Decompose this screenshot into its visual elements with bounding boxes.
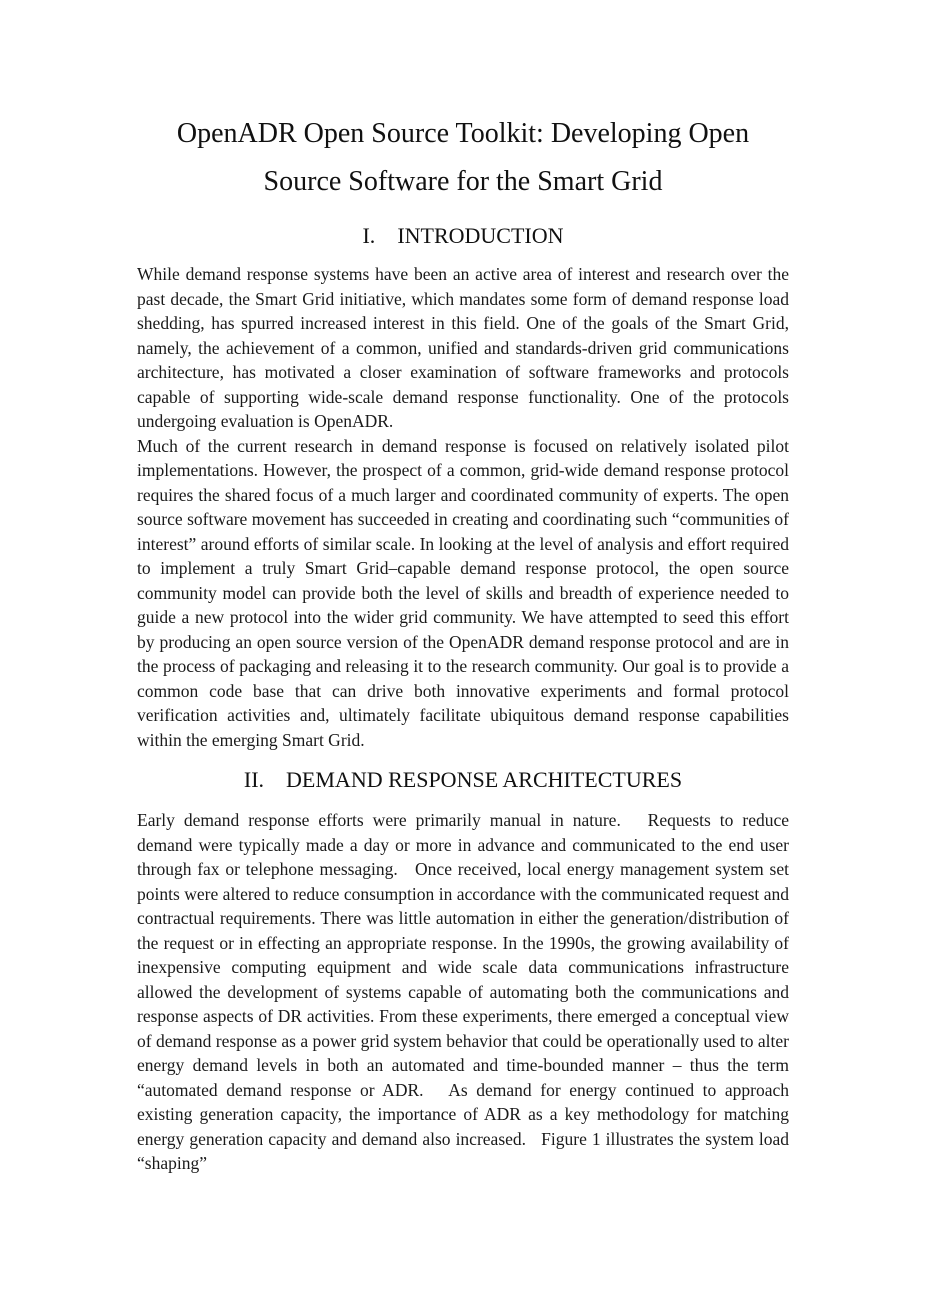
introduction-body: [137, 262, 794, 752]
paragraph: Early demand response efforts were primarily manual in nature. Requests to reduce demand were typically made a day or more in advance and communicated to the end user through fax or telephone messaging. Once received, local energy management system set points were altered to reduce consumption in accordance with the communicated request and contractual requirements. There was little automation in either the generation/distribution of the request or in effecting an appropriate response. In the 1990s, the growing availability of inexpensive computing equipment and wide scale data communications infrastructure allowed the development of systems capable of automating both the communications and response aspects of DR activities. From these experiments, there emerged a conceptual view of demand response as a power grid system behavior that could be operationally used to alter energy demand levels in both an automated and time-bounded manner – thus the term “automated demand response or ADR. As demand for energy continued to approach existing generation capacity, the importance of ADR as a key methodology for matching energy generation capacity and demand also increased. Figure 1 illustrates the system load “shaping”: [137, 810, 794, 1173]
paper-title-line-2: Source Software for the Smart Grid: [263, 166, 663, 197]
section-title: INTRODUCTION: [397, 223, 564, 248]
paragraph: Much of the current research in demand response is focused on relatively isolated pilot implementations. However, the prospect of a common, grid-wide demand response protocol requires the shared focus of a much larger and coordinated community of experts. The open source software movement has succeeded in creating and coordinating such “communities of interest” around efforts of similar scale. In looking at the level of analysis and effort required to implement a truly Smart Grid–capable demand response protocol, the open source community model can provide both the level of skills and breadth of experience needed to guide a new protocol into the wider grid community. We have attempted to seed this effort by producing an open source version of the OpenADR demand response protocol and are in the process of packaging and releasing it to the research community. Our goal is to provide a common code base that can drive both innovative experiments and formal protocol verification activities and, ultimately facilitate ubiquitous demand response capabilities within the emerging Smart Grid.: [137, 435, 794, 750]
section-heading-demand-response-architectures: [137, 766, 789, 794]
section-number: II.: [243, 767, 265, 792]
paragraph: While demand response systems have been an active area of interest and research over the past decade, the Smart Grid initiative, which mandates some form of demand response load shedding, has spurred increased interest in this field. One of the goals of the Smart Grid, namely, the achievement of a common, unified and standards-driven grid communications architecture, has motivated a closer examination of software frameworks and protocols capable of supporting wide-scale demand response functionality. One of the protocols undergoing evaluation is OpenADR.: [137, 264, 794, 431]
page-content: [137, 0, 794, 1176]
section-heading-introduction: [137, 222, 789, 250]
paper-title-line-1: OpenADR Open Source Toolkit: Developing Open: [176, 118, 750, 149]
section-title: DEMAND RESPONSE ARCHITECTURES: [286, 767, 683, 792]
section-number: I.: [362, 223, 376, 248]
demand-response-architectures-body: [137, 808, 794, 1176]
paper-title: [137, 0, 789, 206]
